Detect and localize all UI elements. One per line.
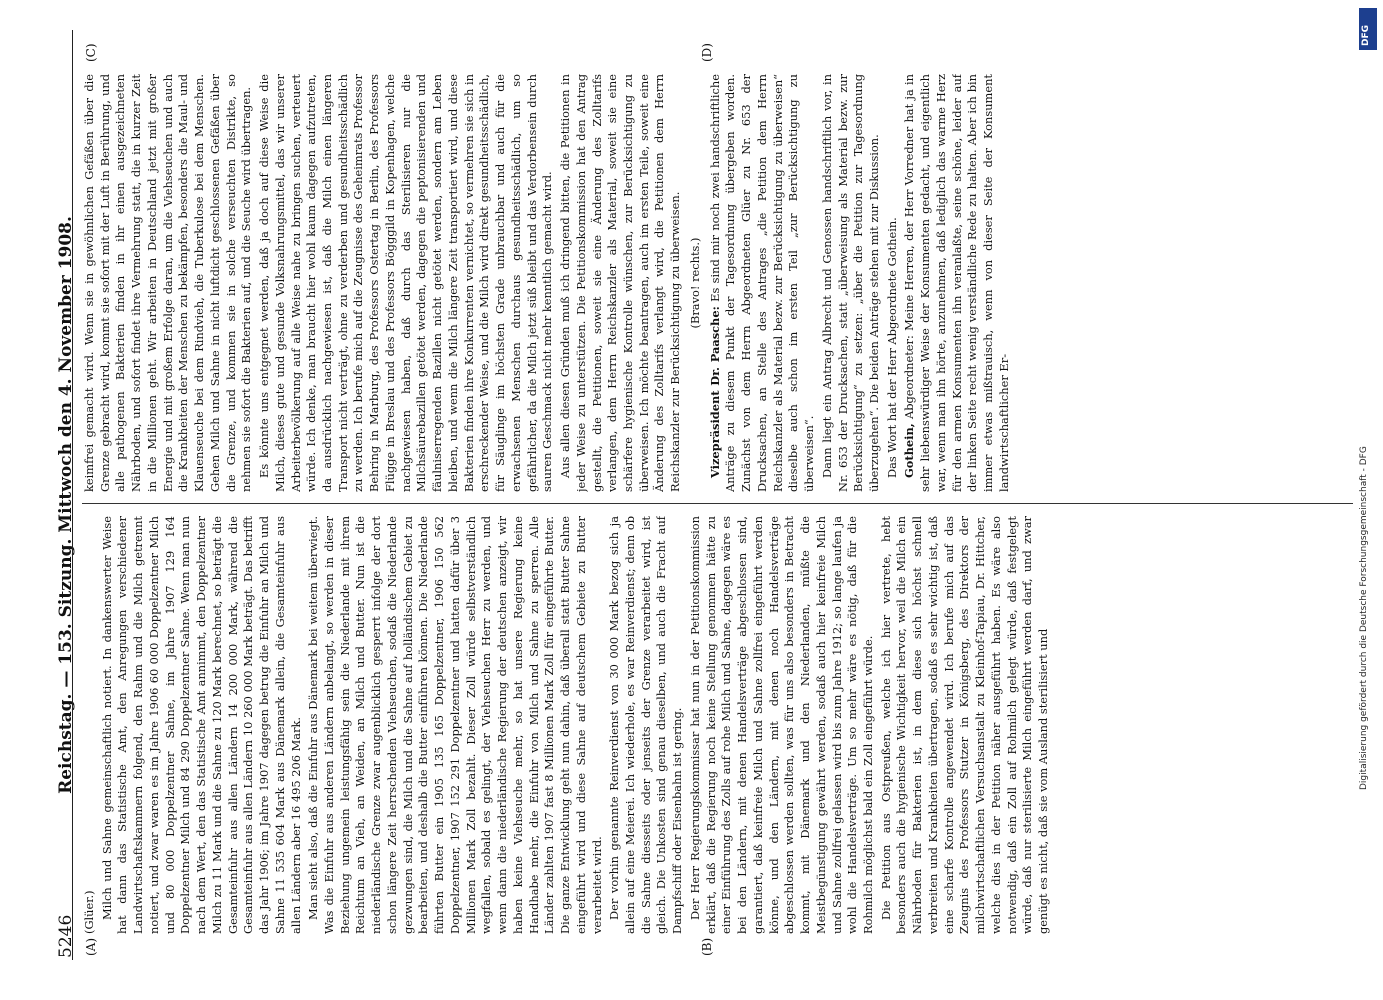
gothein-statement: [902, 74, 1012, 492]
vp-text: Es sind mir noch zwei handschriftliche Anträge zu diesem Punkt der Tagesordnung übergeben worden. Zunächst von dem Herrn Abgeordneten Glüer zu Nr. 653 der Drucksachen, an Stelle des Antrages „die Petition dem Herrn Reichskanzler als Material bezw. zur Berücksichtigung zu überweisen“ dieselbe auch schon im ersten Teil „zur Berücksichtigung zu überweisen“.: [707, 74, 817, 492]
column-divider: [82, 503, 1353, 504]
page-title: Reichstag. — 153. Sitzung. Mittwoch den 4. November 1908.: [56, 216, 76, 794]
right-paragraph: Das Wort hat der Herr Abgeordnete Gothein.: [884, 217, 899, 478]
digitization-credit: [1359, 10, 1379, 790]
left-paragraph: Der Herr Regierungskommissar hat nun in der Petitionskommission erklärt, daß die Regierung noch keine Stellung genommen hätte zu einer Einführung des Zolls auf rohe Milch und Sahne, dagegen wäre es bei den Ländern, mit denen Handelsverträge abgeschlossen sind, garantiert, daß keinfreie Milch und Sahne zollfrei eingeführt werden könne, und den Ländern, mit denen noch Handelsverträge abgeschlossen werden sollten, was für uns also besonders in Betracht kommt, mit Dänemark und den Niederlanden, müßte die Meistbegünstigung gewährt werden, sodaß auch hier keinfreie Milch und Sahne zollfrei gelassen wird bis zum Jahre 1912; so lange laufen ja wohl die Handelsverträge. Um so mehr wäre es nötig, daß für die Rohmilch möglichst bald ein Zoll eingeführt würde.: [687, 516, 875, 934]
right-paragraph: Es könnte uns entgegnet werden, daß ja doch auf diese Weise die Milch, dieses gute und gesunde Volksnahrungsmittel, das wir unserer Arbeiterbevölkerung auf alle Weise nahe zu bringen suchen, verteuert würde. Ich denke, man braucht hier wohl kaum dagegen aufzutreten, da ausdrücklich nachgewiesen ist, daß die Milch einen längeren Transport nicht verträgt, ohne zu verderben und gesundheitsschädlich zu werden. Ich berufe mich auf die Zeugnisse des Geheimrats Professor Behring in Marburg, des Professors Ostertag in Berlin, des Professors Flügge in Breslau und des Professors Bögggild in Kopenhagen, welche nachgewiesen haben, daß durch das Sterilisieren nur die Milchsäurebazillen getötet werden, dagegen die peptonisierenden und fäulniserregenden Bazillen nicht getötet werden, sondern am Leben bleiben, und wenn die Milch längere Zeit transportiert wird, und diese Bakterien finden ihre Konkurrenten vernichtet, so vermehren sie sich in erschreckender Weise, und die Milch wird direkt gesundheitsschädlich, für Säuglinge im höchsten Grade unbrauchbar und auch für die erwachsenen Menschen durchaus gesundheitsschädlich, um so gefährlicher, da die Milch jetzt süß bleibt und das Verdorbensein durch sauren Geschmack nicht mehr kenntlich gemacht wird.: [257, 74, 555, 492]
left-paragraph: Der vorhin genannte Reinverdienst von 30 000 Mark bezog sich ja allein auf eine Meierei. Ich wiederhole, es war Reinverdienst; denn ob die Sahne diesseits oder jenseits der Grenze verarbeitet wird, ist gleich. Die Unkosten sind genau dieselben, und auch die Fracht auf Dampfschiff oder Eisenbahn ist gering.: [607, 516, 685, 934]
gothein-text: Meine Herren, der Herr Vorredner hat ja in sehr liebenswürdiger Weise der Konsumenten gedacht, und eigentlich war, wenn man ihn hörte, anzunehmen, daß lediglich das warme Herz für den armen Konsumenten ihn veranlaßte, seine schöne, leider auf der linken Seite recht wenig verständliche Rede zu halten. Aber ich bin immer etwas mißtrauisch, wenn von dieser Seite der Konsument landwirtschaftlicher Er-: [902, 74, 1011, 492]
page-header: [16, 40, 76, 970]
vp-statement: [708, 74, 818, 492]
credit-text: Digitalisierung gefördert durch die Deutsche Forschungsgemeinschaft - DFG: [1359, 446, 1369, 790]
speaker-ref: (Glüer.): [82, 890, 96, 934]
header-rule: [72, 30, 73, 960]
gothein-role: Abgeordneter:: [902, 335, 917, 419]
right-paragraph: keimfrei gemacht wird. Wenn sie in gewöhnlichen Gefäßen über die Grenze gebracht wird, kommt sie sofort mit der Luft in Berührung, und alle pathogenen Bakterien finden in ihr einen ausgezeichneten Nährboden, und sofort findet ihre Vermehrung statt, die in kurzer Zeit in die Millionen geht. Wir arbeiten in Deutschland jetzt mit großer Energie und mit großem Erfolge daran, um die Viehseuchen und auch die Krankheiten der Menschen zu bekämpfen, besonders die Maul- und Klauenseuche bei dem Rindvieh, die Tuberkulose bei dem Menschen. Gehen Milch und Sahne in nicht luftdicht geschlossenen Gefäßen über die Grenze, und kommen sie in solche verseuchten Distrikte, so nehmen sie sofort die Bakterien auf, und die Seuche wird übertragen.: [82, 74, 254, 492]
margin-mark-c: (C): [84, 43, 98, 62]
dfg-logo-text: DFG: [1361, 24, 1371, 46]
margin-mark-a: (A): [84, 937, 98, 956]
gothein-speaker: Gothein,: [902, 423, 917, 478]
page-number: 5246: [56, 914, 76, 958]
left-column: [82, 516, 1353, 934]
right-paragraph: Dann liegt ein Antrag Albrecht und Genossen handschriftlich vor, in Nr. 653 der Drucksachen, statt „überweisung als Material bezw. zur Berücksichtigung“ zu setzen: „über die Petition zur Tagesordnung überzugehen“. Die beiden Anträge stehen mit zur Diskussion.: [819, 74, 881, 492]
right-column: [82, 74, 1353, 492]
margin-mark-d: (D): [700, 43, 714, 62]
margin-mark-b: (B): [700, 937, 714, 956]
right-paragraph: Aus allen diesen Gründen muß ich dringend bitten, die Petitionen in jeder Weise zu unterstützen. Die Petitionskommission hat den Antrag gestellt, die Petitionen, soweit sie eine Änderung des Zolltarifs verlangen, dem Herrn Reichskanzler als Material, soweit sie eine schärfere hygienische Kontrolle wünschen, zur Berücksichtigung zu überweisen. Ich möchte beantragen, auch im ersten Teile, soweit eine Änderung des Zolltarifs verlangt wird, die Petitionen dem Herrn Reichskanzler zur Berücksichtigung zu überweisen.: [558, 74, 683, 492]
left-paragraph: Man sieht also, daß die Einfuhr aus Dänemark bei weitem überwiegt. Was die Einfuhr aus anderen Ländern anbelangt, so werden in dieser Beziehung ungemein leistungsfähig sein die Niederlande mit ihrem Reichtum an Vieh, an Weiden, an Milch und Butter. Nun ist die niederländische Grenze zwar augenblicklich gesperrt infolge der dort schon längere Zeit herrschenden Viehseuchen, sodaß die Niederlande gezwungen sind, die Milch und die Sahne auf holländischem Gebiet zu bearbeiten, und deshalb die Butter einführen können. Die Niederlande führten Butter ein 1905 135 165 Doppelzentner, 1906 150 562 Doppelzentner, 1907 152 291 Doppelzentner und hatten dafür über 3 Millionen Mark Zoll bezahlt. Dieser Zoll würde selbstverständlich wegfallen, sobald es gelingt, der Viehseuchen Herr zu werden, und wenn dann die niederländische Regierung der deutschen anzeigt, wir haben keine Viehseuche mehr, so hat unsere Regierung keine Handhabe mehr, die Einfuhr von Milch und Sahne zu sperren. Alle Länder zahlten 1907 fast 8 Millionen Mark Zoll für eingeführte Butter. Die ganze Entwicklung geht nun dahin, daß überall statt Butter Sahne eingeführt wird und diese Sahne auf deutschem Gebiete zu Butter verarbeitet wird.: [306, 516, 604, 934]
vp-speaker: Vizepräsident Dr. Paasche:: [707, 306, 722, 478]
left-paragraph: Die Petition aus Ostpreußen, welche ich hier vertrete, hebt besonders auch die hygienische Wichtigkeit hervor, weil die Milch ein Nährboden für Bakterien ist, in dem diese sich höchst schnell verbreiten und Krankheiten übertragen, sodaß es sehr wichtig ist, daß eine scharfe Kontrolle angewendet wird. Ich berufe mich auf das Zeugnis des Professors Stutzer in Königsberg, des Direktors der milchwirtschaftlichen Versuchsanstalt zu Kleinhof-Tapiau, Dr. Hittcher, welche dies in der Petition näher ausgeführt haben. Es wäre also notwendig, daß ein Zoll auf Rohmilch gelegt würde, daß festgelegt würde, daß nur sterilisierte Milch eingeführt werden darf, und zwar genügt es nicht, daß sie vom Ausland sterilisiert und: [878, 516, 1051, 934]
left-paragraph: Milch und Sahne gemeinschaftlich notiert. In dankenswerter Weise hat dann das Statistische Amt, den Anregungen verschiedener Landwirtschaftskammern folgend, den Rahm und die Milch getrennt notiert, und zwar waren es im Jahre 1906 60 000 Doppelzentner Milch und 80 000 Doppelzentner Sahne, im Jahre 1907 129 164 Doppelzentner Milch und 84 290 Doppelzentner Sahne. Wenn man nun nach dem Wert, den das Statistische Amt annimmt, den Doppelzentner Milch zu 11 Mark und die Sahne zu 120 Mark berechnet, so beträgt die Gesamteinfuhr aus allen Ländern 14 200 000 Mark, während die Gesamteinfuhr aus allen Ländern 10 260 000 Mark beträgt. Das betrifft das Jahr 1906; im Jahre 1907 dagegen betrug die Einfuhr an Milch und Sahne 11 535 604 Mark aus Dänemark allein, die Gesamteinfuhr aus allen Ländern aber 16 495 206 Mark.: [99, 516, 303, 934]
applause-note: (Bravo! rechts.): [687, 237, 702, 329]
